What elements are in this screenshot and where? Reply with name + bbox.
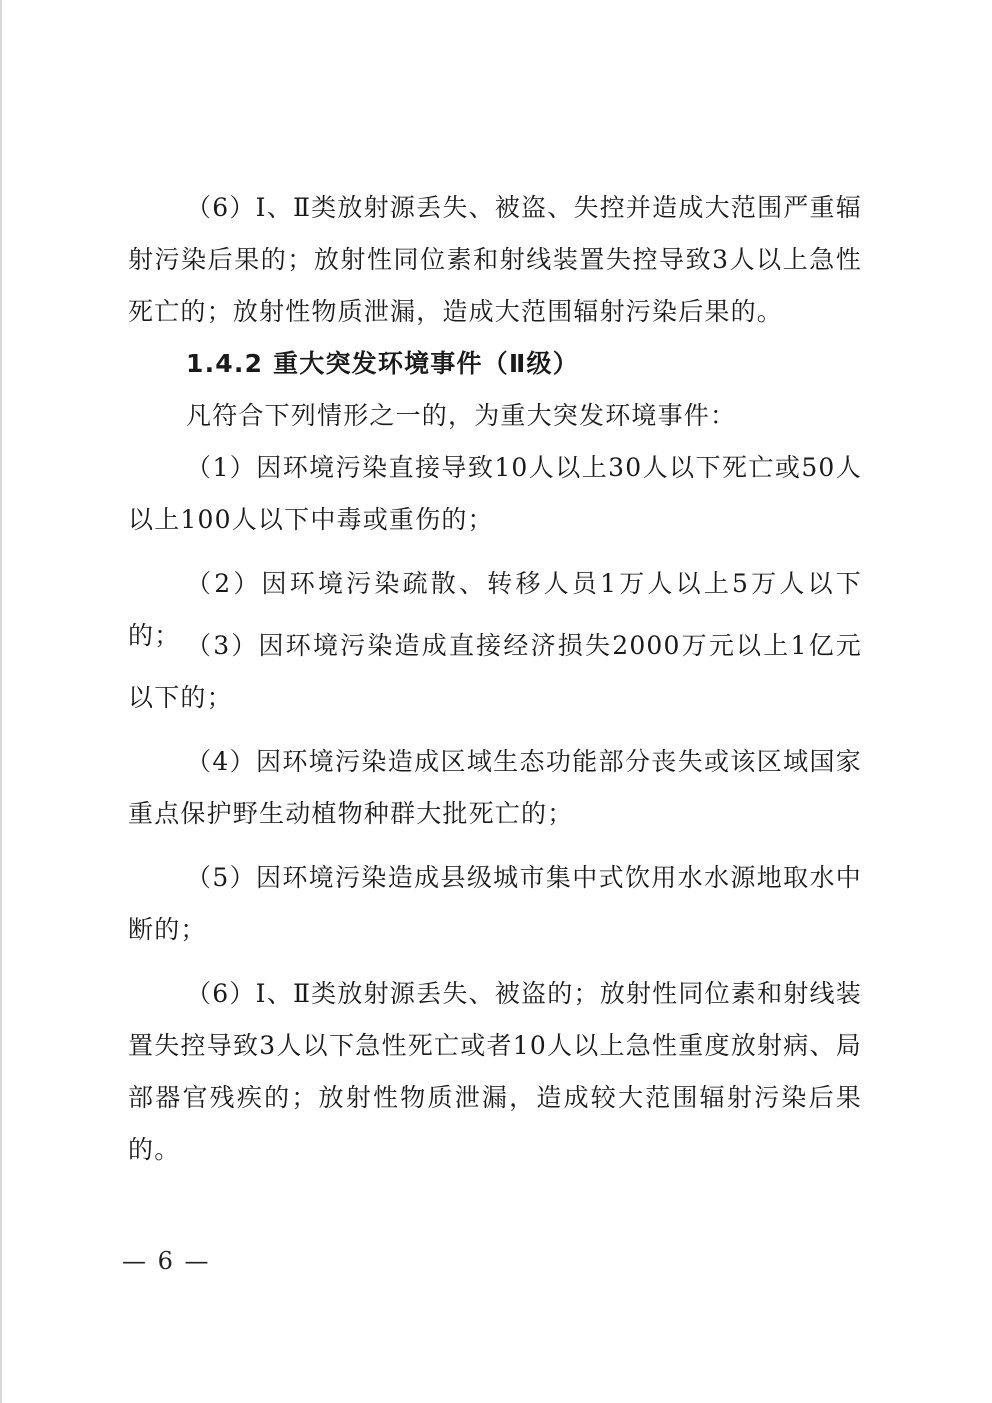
paragraph-item-2: （2）因环境污染疏散、转移人员1万人以上5万人以下的； <box>128 569 862 650</box>
paragraph-item-5: （5）因环境污染造成县级城市集中式饮用水水源地取水中断的； <box>128 863 862 944</box>
paragraph-item-6: （6）Ⅰ、Ⅱ类放射源丢失、被盗的；放射性同位素和射线装置失控导致3人以下急性死亡或者10人以上急性重度放射病、局部器官残疾的；放射性物质泄漏，造成较大范围辐射污染后果的。 <box>128 979 862 1164</box>
paragraph-item-4: （4）因环境污染造成区域生态功能部分丧失或该区域国家重点保护野生动植物种群大批死亡的； <box>128 747 862 828</box>
paragraph-item-3: （3）因环境污染造成直接经济损失2000万元以上1亿元以下的； <box>128 631 862 712</box>
paragraph-intro: 凡符合下列情形之一的，为重大突发环境事件： <box>186 401 737 430</box>
paragraph-radiation-level-1: （6）Ⅰ、Ⅱ类放射源丢失、被盗、失控并造成大范围严重辐射污染后果的；放射性同位素和射线装置失控导致3人以上急性死亡的；放射性物质泄漏，造成大范围辐射污染后果的。 <box>128 193 862 326</box>
section-heading-1-4-2: 1.4.2 重大突发环境事件（Ⅱ级） <box>186 349 579 378</box>
page-number: — 6 — <box>122 1247 211 1275</box>
scan-edge <box>0 0 2 1403</box>
paragraph-item-1: （1）因环境污染直接导致10人以上30人以下死亡或50人以上100人以下中毒或重伤的； <box>128 453 862 534</box>
